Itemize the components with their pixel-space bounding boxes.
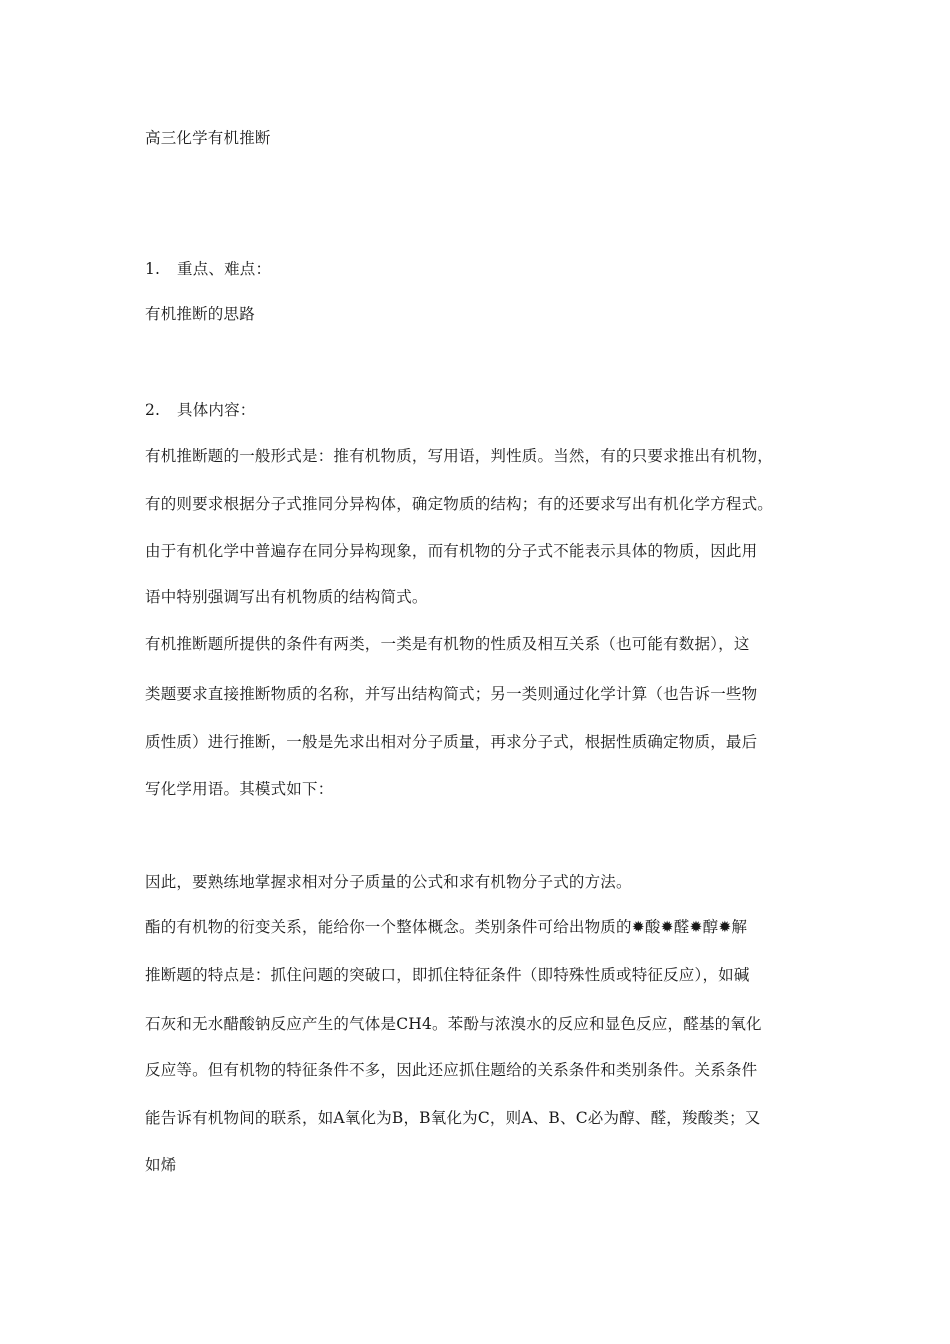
paragraph-5-line: 如烯 — [145, 1156, 177, 1174]
section-2-number: 2. — [145, 401, 161, 419]
section-2-heading-line — [145, 400, 256, 420]
paragraph-1-line: 语中特别强调写出有机物质的结构简式。 — [145, 588, 428, 606]
paragraph-2-line: 有机推断题所提供的条件有两类，一类是有机物的性质及相互关系（也可能有数据），这 — [145, 635, 750, 653]
paragraph-5-line: 石灰和无水醋酸钠反应产生的气体是CH4。苯酚与浓溴水的反应和显色反应，醛基的氧化 — [145, 1015, 762, 1033]
paragraph-2-line: 写化学用语。其模式如下： — [145, 780, 334, 798]
section-2-heading: 具体内容： — [177, 401, 256, 419]
paragraph-1-line: 有的则要求根据分子式推同分异构体，确定物质的结构；有的还要求写出有机化学方程式。 — [145, 495, 774, 513]
paragraph-5-line: 能告诉有机物间的联系，如A氧化为B，B氧化为C，则A、B、C必为醇、醛，羧酸类；又 — [145, 1109, 761, 1127]
section-1-heading-line — [145, 259, 271, 279]
paragraph-2-line: 类题要求直接推断物质的名称，并写出结构简式；另一类则通过化学计算（也告诉一些物 — [145, 685, 758, 703]
paragraph-5-line: 推断题的特点是：抓住问题的突破口，即抓住特征条件（即特殊性质或特征反应），如碱 — [145, 966, 750, 984]
paragraph-1-line: 由于有机化学中普遍存在同分异构现象，而有机物的分子式不能表示具体的物质，因此用 — [145, 542, 758, 560]
section-1-number: 1. — [145, 260, 161, 278]
paragraph-2-line: 质性质）进行推断，一般是先求出相对分子质量，再求分子式，根据性质确定物质，最后 — [145, 733, 758, 751]
document-title: 高三化学有机推断 — [145, 129, 271, 147]
paragraph-4: 酯的有机物的衍变关系，能给你一个整体概念。类别条件可给出物质的✹酸✹醛✹醇✹解 — [145, 918, 748, 936]
section-1-heading: 重点、难点： — [177, 260, 272, 278]
paragraph-5-line: 反应等。但有机物的特征条件不多，因此还应抓住题给的关系条件和类别条件。关系条件 — [145, 1061, 758, 1079]
paragraph-1-line: 有机推断题的一般形式是：推有机物质，写用语，判性质。当然，有的只要求推出有机物， — [145, 447, 774, 465]
section-1-text: 有机推断的思路 — [145, 305, 255, 323]
paragraph-3: 因此，要熟练地掌握求相对分子质量的公式和求有机物分子式的方法。 — [145, 873, 632, 891]
